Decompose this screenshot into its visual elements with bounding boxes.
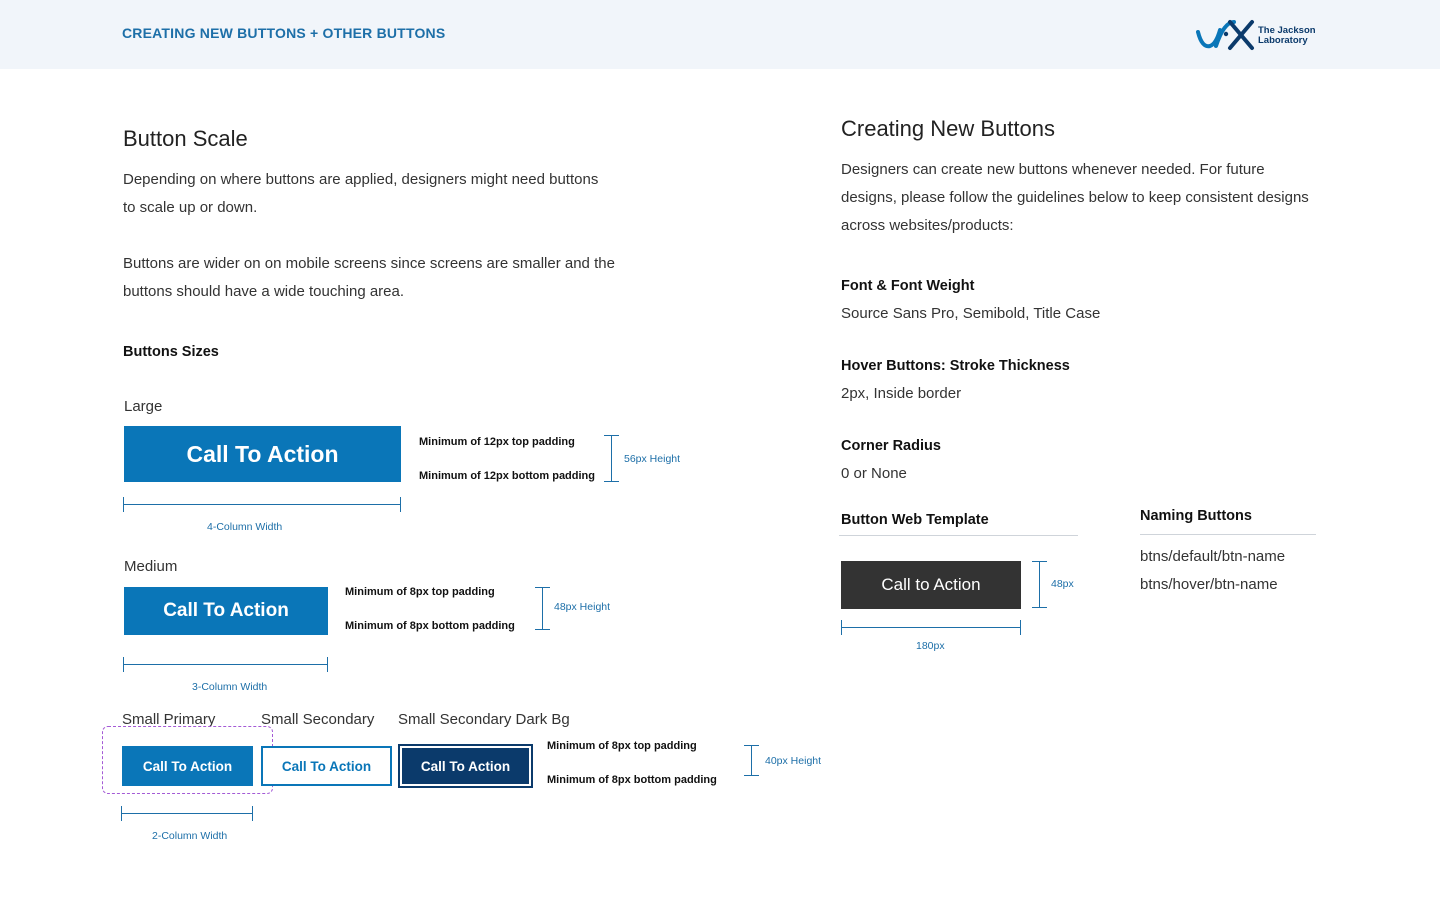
medium-width-label: 3-Column Width xyxy=(192,681,268,693)
naming-hover: btns/hover/btn-name xyxy=(1140,576,1278,593)
small-width-label: 2-Column Width xyxy=(152,830,228,842)
header-title: CREATING NEW BUTTONS + OTHER BUTTONS xyxy=(122,25,446,41)
small-secondary-label: Small Secondary xyxy=(261,711,375,728)
naming-divider xyxy=(1140,534,1316,535)
small-primary-button[interactable]: Call To Action xyxy=(122,746,253,786)
small-secondary-dark-label: Small Secondary Dark Bg xyxy=(398,711,570,728)
medium-top-padding-note: Minimum of 8px top padding xyxy=(345,586,495,598)
creating-new-buttons-heading: Creating New Buttons xyxy=(841,116,1055,141)
medium-size-label: Medium xyxy=(124,558,178,575)
jax-logo-icon xyxy=(1196,18,1256,52)
hover-stroke-heading: Hover Buttons: Stroke Thickness xyxy=(841,358,1070,374)
logo-line-2: Laboratory xyxy=(1258,35,1308,46)
template-divider xyxy=(839,535,1078,536)
large-height-label: 56px Height xyxy=(624,453,681,465)
font-weight-heading: Font & Font Weight xyxy=(841,278,975,294)
buttons-sizes-heading: Buttons Sizes xyxy=(123,344,219,360)
large-bottom-padding-note: Minimum of 12px bottom padding xyxy=(419,470,595,482)
font-weight-value: Source Sans Pro, Semibold, Title Case xyxy=(841,305,1101,322)
small-top-padding-note: Minimum of 8px top padding xyxy=(547,740,697,752)
small-primary-label: Small Primary xyxy=(122,711,216,728)
large-top-padding-note: Minimum of 12px top padding xyxy=(419,436,575,448)
large-size-label: Large xyxy=(124,398,163,415)
jackson-lab-logo[interactable] xyxy=(1196,18,1318,52)
template-height-label: 48px xyxy=(1051,578,1074,590)
button-web-template-heading: Button Web Template xyxy=(841,512,989,528)
medium-height-label: 48px Height xyxy=(554,601,611,613)
button-scale-heading: Button Scale xyxy=(123,126,248,151)
large-width-label: 4-Column Width xyxy=(207,521,283,533)
template-call-to-action-button[interactable]: Call to Action xyxy=(841,561,1021,609)
small-secondary-button[interactable]: Call To Action xyxy=(261,746,392,786)
naming-buttons-heading: Naming Buttons xyxy=(1140,508,1252,524)
medium-bottom-padding-note: Minimum of 8px bottom padding xyxy=(345,620,515,632)
template-width-label: 180px xyxy=(916,640,945,652)
button-scale-paragraph-2: Buttons are wider on on mobile screens since screens are smaller and the buttons should have a wide touching area. xyxy=(123,255,615,300)
page-header xyxy=(0,0,1440,69)
corner-radius-value: 0 or None xyxy=(841,465,907,482)
naming-default: btns/default/btn-name xyxy=(1140,548,1286,565)
medium-call-to-action-button[interactable]: Call To Action xyxy=(124,587,328,635)
small-secondary-dark-button[interactable]: Call To Action xyxy=(398,744,533,788)
hover-stroke-value: 2px, Inside border xyxy=(841,385,962,402)
logo-line-1: The Jackson xyxy=(1258,25,1316,36)
button-scale-paragraph-1: Depending on where buttons are applied, designers might need buttons to scale up or down. xyxy=(123,171,599,216)
small-bottom-padding-note: Minimum of 8px bottom padding xyxy=(547,774,717,786)
corner-radius-heading: Corner Radius xyxy=(841,438,941,454)
small-height-label: 40px Height xyxy=(765,755,822,767)
creating-new-buttons-intro: Designers can create new buttons whenever needed. For future designs, please follow the guidelines below to keep consistent designs across websites/products: xyxy=(841,161,1309,234)
large-call-to-action-button[interactable]: Call To Action xyxy=(124,426,401,482)
